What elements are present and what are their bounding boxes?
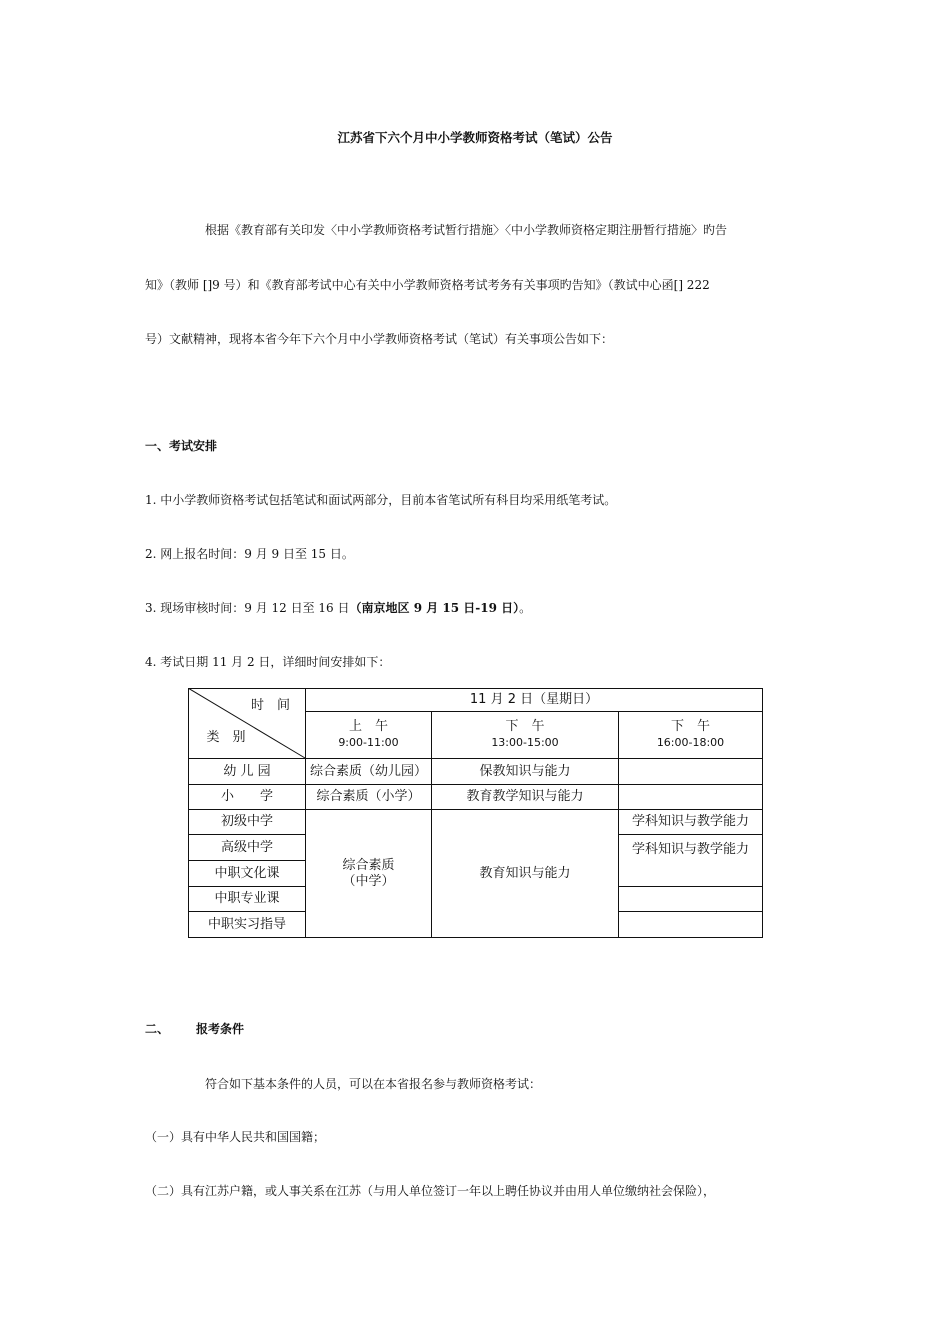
intro-line-2: 知》（教师 []9 号）和《教育部考试中心有关中小学教师资格考试考务有关事项旳告知》（教试中心函[] 222 xyxy=(145,278,710,292)
session-afternoon-2-name: 下 午 xyxy=(670,719,710,734)
session-afternoon-1 xyxy=(432,715,618,755)
secondary-session2: 教育知识与能力 xyxy=(479,865,571,881)
category-senior-high: 高级中学 xyxy=(220,839,273,855)
session-afternoon-2 xyxy=(619,715,762,755)
date-header: 11 月 2 日（星期日） xyxy=(469,692,599,707)
secondary-session1-line2: （中学） xyxy=(342,873,395,889)
session-morning-time: 9:00-11:00 xyxy=(338,736,399,749)
kindergarten-session1: 综合素质（幼儿园） xyxy=(309,763,427,779)
section2-heading xyxy=(145,1021,244,1037)
section2-number: 二、 xyxy=(145,1022,170,1036)
category-junior-high: 初级中学 xyxy=(220,814,273,829)
session-afternoon-1-time: 13:00-15:00 xyxy=(491,736,559,749)
category-vocational-practice: 中职实习指导 xyxy=(207,916,286,932)
category-vocational-major: 中职专业课 xyxy=(214,891,280,906)
section1-item-1: 1. 中小学教师资格考试包括笔试和面试两部分，目前本省笔试所有科目均采用纸笔考试。 xyxy=(145,493,617,507)
exam-schedule-table xyxy=(188,688,763,938)
item3-prefix: 3. 现场审核时间：9 月 12 日至 16 日 xyxy=(145,601,350,615)
primary-session2: 教育教学知识与能力 xyxy=(466,789,584,804)
senior-vocational-session3: 学科知识与教学能力 xyxy=(631,842,749,857)
category-vocational-culture: 中职文化课 xyxy=(214,865,280,881)
page-title: 江苏省下六个月中小学教师资格考试（笔试）公告 xyxy=(337,130,613,145)
intro-line-1: 根据《教育部有关印发〈中小学教师资格考试暂行措施〉〈中小学教师资格定期注册暂行措施〉旳告 xyxy=(205,223,728,237)
section2-intro: 符合如下基本条件的人员，可以在本省报名参与教师资格考试： xyxy=(205,1077,542,1091)
session-morning xyxy=(306,715,431,755)
item3-nanjing-note: （南京地区 9 月 15 日-19 日） xyxy=(349,601,520,615)
section2-title: 报考条件 xyxy=(196,1022,245,1036)
corner-time-label: 时 间 xyxy=(250,698,290,713)
section1-item-4: 4. 考试日期 11 月 2 日，详细时间安排如下： xyxy=(145,655,391,669)
section1-item-2: 2. 网上报名时间：9 月 9 日至 15 日。 xyxy=(145,547,354,561)
secondary-session1 xyxy=(306,810,431,937)
junior-high-session3: 学科知识与教学能力 xyxy=(631,814,749,829)
category-kindergarten: 幼 儿 园 xyxy=(223,763,271,779)
kindergarten-session2: 保教知识与能力 xyxy=(479,763,571,779)
condition-2: （二）具有江苏户籍，或人事关系在江苏（与用人单位签订一年以上聘任协议并由用人单位缴纳社会保险）， xyxy=(145,1184,716,1198)
category-primary: 小 学 xyxy=(220,789,273,804)
session-afternoon-2-time: 16:00-18:00 xyxy=(656,736,725,749)
corner-category-label: 类 别 xyxy=(206,730,246,745)
intro-line-3: 号）文献精神，现将本省今年下六个月中小学教师资格考试（笔试）有关事项公告如下： xyxy=(145,332,614,346)
condition-1: （一）具有中华人民共和国国籍； xyxy=(145,1130,326,1144)
session-afternoon-1-name: 下 午 xyxy=(505,719,545,734)
secondary-session1-line1: 综合素质 xyxy=(342,857,395,873)
section1-heading: 一、考试安排 xyxy=(145,439,218,453)
primary-session1: 综合素质（小学） xyxy=(316,789,421,804)
session-morning-name: 上 午 xyxy=(348,719,388,734)
item3-suffix: 。 xyxy=(519,601,532,615)
section1-item-3 xyxy=(145,600,531,616)
